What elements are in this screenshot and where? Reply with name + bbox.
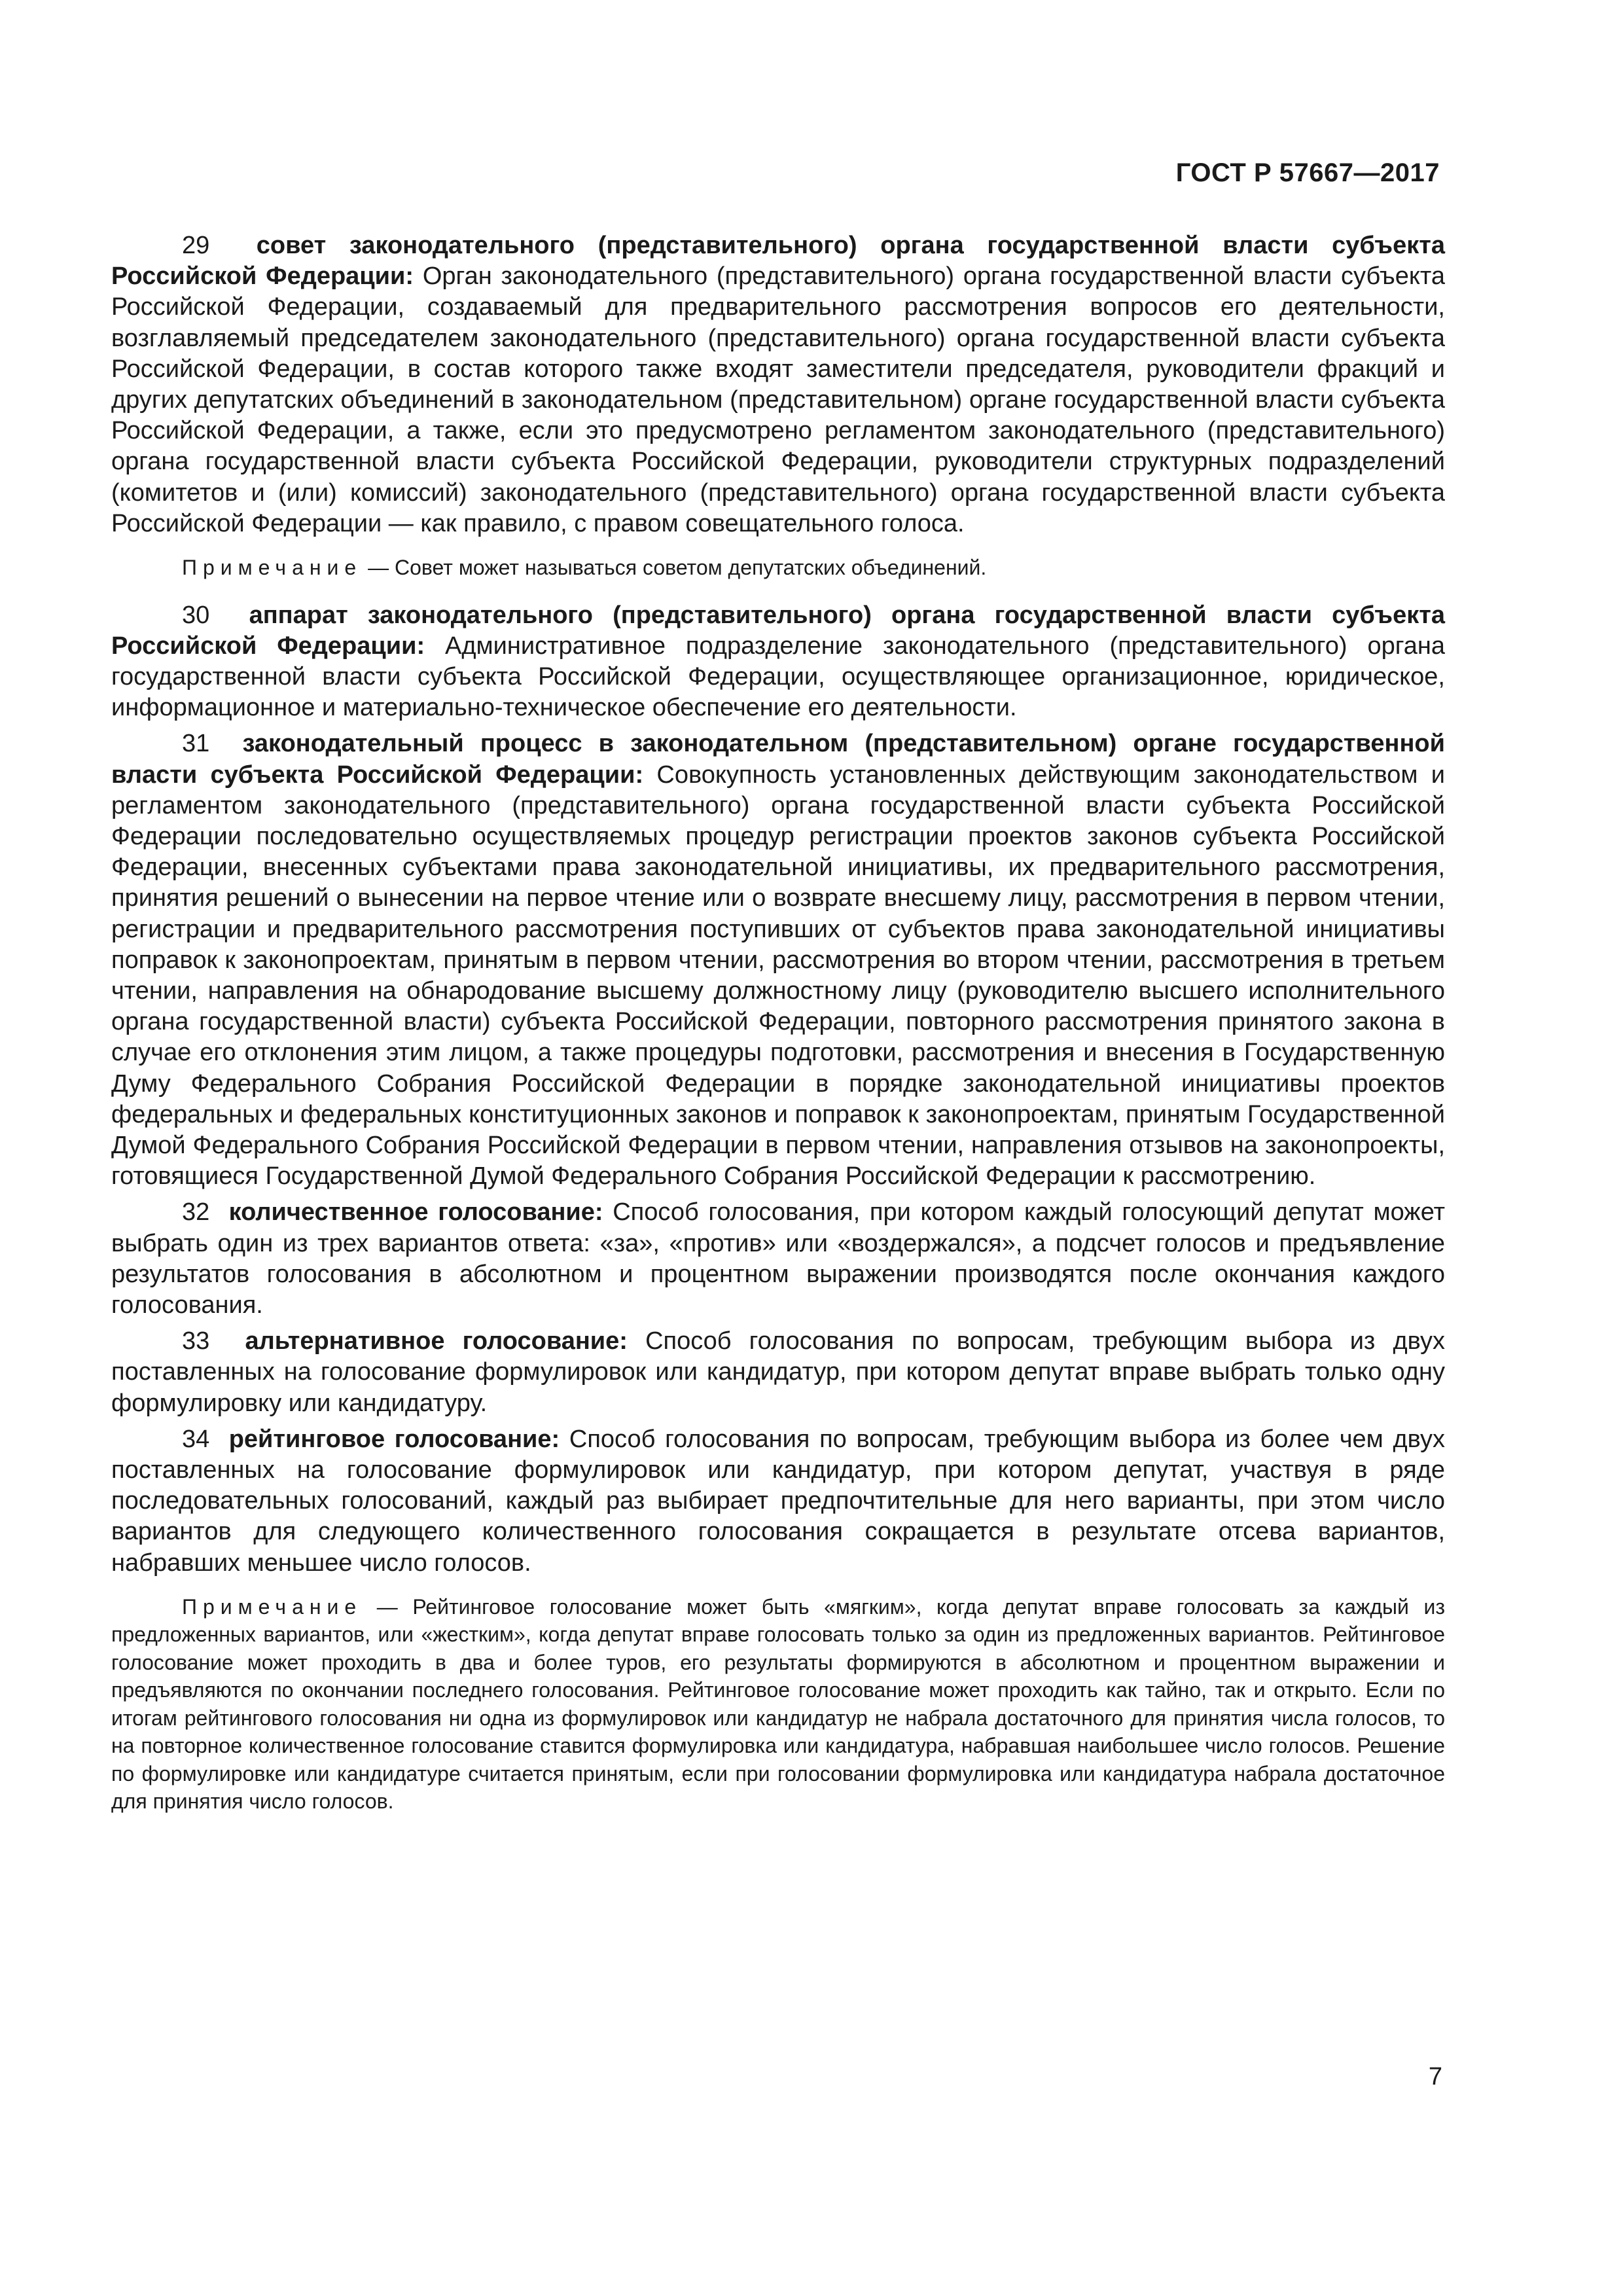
term-definition: Способ голосования по вопросам, требующим выбора из двух поставленных на голосование формулировок или кандидатур, при котором депутат вправе выбрать только одну формулировку или кандидатуру. [111, 1327, 1445, 1417]
note-label: Примечание [182, 1594, 363, 1619]
term-entry-33 [111, 1326, 1445, 1419]
term-entry-34 [111, 1424, 1445, 1579]
term-title: законодательный процесс в законодательном (представительном) органе государственной власти субъекта Российской Федерации: [111, 730, 1445, 789]
term-number: 34 [182, 1425, 210, 1453]
term-definition: Способ голосования, при котором каждый голосующий депутат может выбрать один из трех вариантов ответа: «за», «против» или «воздержался», а подсчет голосов и предъявление результатов голосования в абсолютном и процентном выражении производятся после окончания каждого голосования. [111, 1198, 1445, 1319]
document-body [111, 230, 1445, 1834]
term-title: аппарат законодательного (представительного) органа государственной власти субъекта Российской Федерации: [111, 601, 1445, 660]
term-title: совет законодательного (представительного) органа государственной власти субъекта Российской Федерации: [111, 232, 1445, 291]
note-text: — Рейтинговое голосование может быть «мягким», когда депутат вправе голосовать за каждый из предложенных вариантов, или «жестким», когда депутат вправе голосовать только за один из предложенных вариантов. Рейтинговое голосование может проходить в два и более туров, его результаты формируются в абсолютном и процентном выражении и предъявляются по окончании последнего голосования. Рейтинговое голосование может проходить как тайно, так и открыто. Если по итогам рейтингового голосования ни одна из формулировок или кандидатур не набрала достаточного для принятия числа голосов, то на повторное количественное голосование ставится формулировка или кандидатура, набравшая наибольшее число голосов. Решение по формулировке или кандидатуре считается принятым, если при голосовании формулировка или кандидатура набрала достаточное для принятия число голосов. [111, 1594, 1446, 1814]
term-entry-32 [111, 1197, 1445, 1321]
note-29 [111, 554, 1445, 582]
term-definition: Совокупность установленных действующим законодательством и регламентом законодательного (представительного) органа государственной власти субъекта Российской Федерации последовательно осуществляемых процедур регистрации проектов законов субъекта Российской Федерации, внесенных субъектами права законодательной инициативы, их предварительного рассмотрения, принятия решений о вынесении на первое чтение или о возврате внесшему лицу, рассмотрения в первом чтении, регистрации и предварительного рассмотрения поступивших от субъектов права законодательной инициативы поправок к законопроектам, принятым в первом чтении, рассмотрения во втором чтении, рассмотрения в третьем чтении, направления на обнародование высшему должностному лицу (руководителю высшего исполнительного органа государственной власти) субъекта Российской Федерации, повторного рассмотрения принятого закона в случае его отклонения этим лицом, а также процедуры подготовки, рассмотрения и внесения в Государственную Думу Федерального Собрания Российской Федерации в порядке законодательной инициативы проектов федеральных и федеральных конституционных законов и поправок к законопроектам, принятым Государственной Думой Федерального Собрания Российской Федерации в первом чтении, направления отзывов на законопроекты, готовящиеся Государственной Думой Федерального Собрания Российской Федерации к рассмотрению. [111, 761, 1445, 1191]
term-number: 32 [182, 1198, 210, 1227]
term-number: 30 [182, 601, 210, 629]
term-number: 33 [182, 1327, 210, 1355]
term-title: альтернативное голосование: [245, 1327, 628, 1355]
note-label: Примечание [182, 556, 363, 580]
term-entry-30 [111, 600, 1445, 724]
term-definition: Административное подразделение законодательного (представительного) органа государственной власти субъекта Российской Федерации, осуществляющее организационное, юридическое, информационное и материально-техническое обеспечение его деятельности. [111, 632, 1445, 722]
term-entry-31 [111, 728, 1445, 1192]
term-title: рейтинговое голосование: [228, 1425, 560, 1453]
note-text: — Совет может называться советом депутатских объединений. [368, 556, 987, 580]
note-34 [111, 1593, 1445, 1816]
term-definition: Способ голосования по вопросам, требующим выбора из более чем двух поставленных на голосование формулировок или кандидатур, при котором депутат, участвуя в ряде последовательных голосований, каждый раз выбирает предпочтительные для него варианты, при этом число вариантов для следующего количественного голосования сокращается в результате отсева вариантов, набравших меньшее число голосов. [111, 1425, 1446, 1577]
page-number: 7 [1428, 2063, 1442, 2090]
term-entry-29 [111, 230, 1445, 539]
term-number: 31 [182, 730, 210, 758]
term-title: количественное голосование: [228, 1198, 603, 1227]
term-number: 29 [182, 232, 210, 259]
document-code-header: ГОСТ Р 57667—2017 [1175, 158, 1440, 187]
term-definition: Орган законодательного (представительного) органа государственной власти субъекта Российской Федерации, создаваемый для предварительного рассмотрения вопросов его деятельности, возглавляемый председателем законодательного (представительного) органа государственной власти субъекта Российской Федерации, в состав которого также входят заместители председателя, руководители фракций и других депутатских объединений в законодательном (представительном) органе государственной власти субъекта Российской Федерации, а также, если это предусмотрено регламентом законодательного (представительного) органа государственной власти субъекта Российской Федерации, руководители структурных подразделений (комитетов и (или) комиссий) законодательного (представительного) органа государственной власти субъекта Российской Федерации — как правило, с правом совещательного голоса. [111, 262, 1445, 537]
